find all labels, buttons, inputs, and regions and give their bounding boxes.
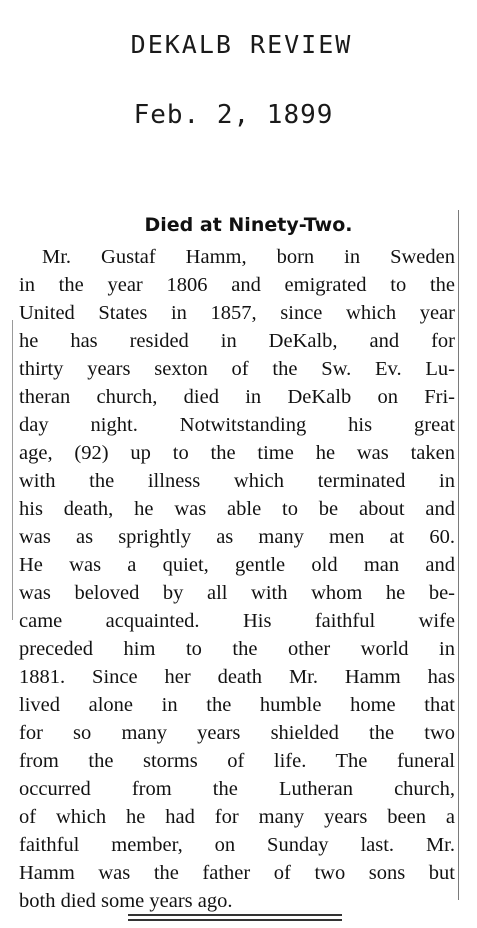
article-line: occurred from the Lutheran church, [19, 778, 455, 800]
article-line: from the storms of life. The funeral [19, 750, 455, 772]
column-rule-right [458, 210, 459, 900]
newspaper-name: DEKALB REVIEW [130, 30, 353, 59]
article-line: for so many years shielded the two [19, 722, 455, 744]
article-line: lived alone in the humble home that [19, 694, 455, 716]
article-line: was beloved by all with whom he be- [19, 582, 455, 604]
article-line: was as sprightly as many men at 60. [19, 526, 455, 548]
article-line: Hamm was the father of two sons but [19, 862, 455, 884]
article-line: 1881. Since her death Mr. Hamm has [19, 666, 455, 688]
article-line: thirty years sexton of the Sw. Ev. Lu- [19, 358, 455, 380]
article-line: theran church, died in DeKalb on Fri- [19, 386, 455, 408]
article-line: he has resided in DeKalb, and for [19, 330, 455, 352]
article-headline: Died at Ninety-Two. [144, 214, 353, 236]
article-line: of which he had for many years been a [19, 806, 455, 828]
article-line: Mr. Gustaf Hamm, born in Sweden [42, 246, 455, 268]
column-rule-left [12, 320, 13, 620]
closing-rule-top [128, 914, 342, 916]
article-line: his death, he was able to be about and [19, 498, 455, 520]
closing-rule-bottom [128, 919, 342, 921]
publication-date: Feb. 2, 1899 [133, 100, 334, 130]
article-line: both died some years ago. [19, 890, 233, 912]
article-line: faithful member, on Sunday last. Mr. [19, 834, 455, 856]
article-line: came acquainted. His faithful wife [19, 610, 455, 632]
article-line: day night. Notwitstanding his great [19, 414, 455, 436]
article-line: age, (92) up to the time he was taken [19, 442, 455, 464]
article-line: He was a quiet, gentle old man and [19, 554, 455, 576]
article-line: with the illness which terminated in [19, 470, 455, 492]
article-line: United States in 1857, since which year [19, 302, 455, 324]
article-line: in the year 1806 and emigrated to the [19, 274, 455, 296]
article-line: preceded him to the other world in [19, 638, 455, 660]
